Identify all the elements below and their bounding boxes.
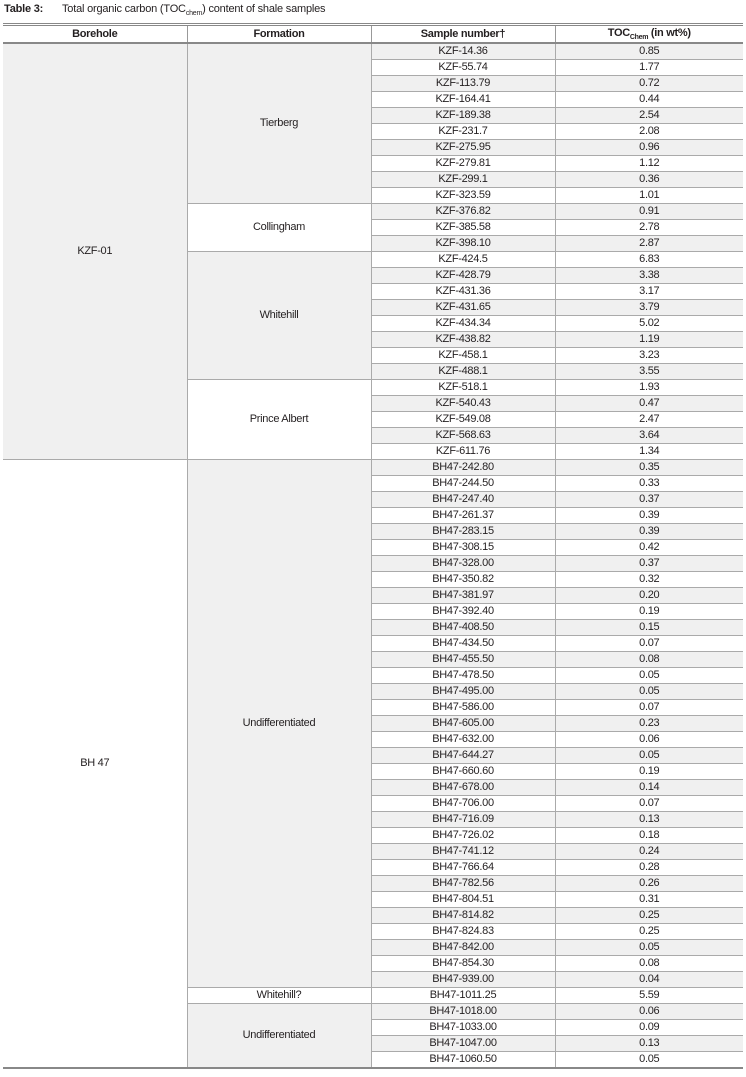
formation-cell: Undifferentiated bbox=[187, 460, 371, 988]
caption-text-sub: chem bbox=[185, 10, 203, 18]
sample-number-cell: BH47-381.97 bbox=[371, 588, 555, 604]
table-body bbox=[3, 43, 743, 1068]
toc-value-cell: 3.79 bbox=[555, 300, 743, 316]
caption-text bbox=[62, 3, 326, 18]
sample-number-cell: BH47-308.15 bbox=[371, 540, 555, 556]
sample-number-cell: BH47-644.27 bbox=[371, 748, 555, 764]
sample-number-cell: BH47-392.40 bbox=[371, 604, 555, 620]
sample-number-cell: BH47-1033.00 bbox=[371, 1020, 555, 1036]
table-row bbox=[3, 460, 743, 476]
sample-number-cell: KZF-275.95 bbox=[371, 140, 555, 156]
toc-value-cell: 2.87 bbox=[555, 236, 743, 252]
sample-number-cell: KZF-398.10 bbox=[371, 236, 555, 252]
sample-number-cell: BH47-716.09 bbox=[371, 812, 555, 828]
formation-cell: Whitehill bbox=[187, 252, 371, 380]
toc-value-cell: 0.06 bbox=[555, 732, 743, 748]
toc-value-cell: 0.24 bbox=[555, 844, 743, 860]
header-toc-pre: TOC bbox=[607, 26, 630, 39]
toc-value-cell: 2.47 bbox=[555, 412, 743, 428]
toc-value-cell: 0.39 bbox=[555, 524, 743, 540]
sample-number-cell: KZF-488.1 bbox=[371, 364, 555, 380]
table-caption bbox=[4, 3, 325, 17]
toc-value-cell: 6.83 bbox=[555, 252, 743, 268]
borehole-cell: BH 47 bbox=[3, 460, 187, 1069]
borehole-cell: KZF-01 bbox=[3, 43, 187, 460]
sample-number-cell: BH47-283.15 bbox=[371, 524, 555, 540]
caption-text-pre: Total organic carbon (TOC bbox=[62, 3, 186, 15]
toc-value-cell: 0.39 bbox=[555, 508, 743, 524]
toc-value-cell: 2.54 bbox=[555, 108, 743, 124]
toc-value-cell: 0.36 bbox=[555, 172, 743, 188]
toc-value-cell: 1.01 bbox=[555, 188, 743, 204]
formation-cell: Tierberg bbox=[187, 43, 371, 204]
toc-value-cell: 0.31 bbox=[555, 892, 743, 908]
sample-number-cell: BH47-244.50 bbox=[371, 476, 555, 492]
toc-value-cell: 0.26 bbox=[555, 876, 743, 892]
sample-number-cell: KZF-540.43 bbox=[371, 396, 555, 412]
toc-value-cell: 0.18 bbox=[555, 828, 743, 844]
toc-value-cell: 0.37 bbox=[555, 492, 743, 508]
toc-value-cell: 1.77 bbox=[555, 60, 743, 76]
toc-table bbox=[3, 23, 743, 1069]
sample-number-cell: BH47-1011.25 bbox=[371, 988, 555, 1004]
toc-value-cell: 0.08 bbox=[555, 652, 743, 668]
toc-value-cell: 0.15 bbox=[555, 620, 743, 636]
sample-number-cell: BH47-586.00 bbox=[371, 700, 555, 716]
toc-value-cell: 0.44 bbox=[555, 92, 743, 108]
table-row bbox=[3, 43, 743, 60]
toc-value-cell: 0.23 bbox=[555, 716, 743, 732]
header-toc-sub: Chem bbox=[629, 34, 649, 42]
toc-value-cell: 0.07 bbox=[555, 700, 743, 716]
sample-number-cell: BH47-328.00 bbox=[371, 556, 555, 572]
toc-value-cell: 3.55 bbox=[555, 364, 743, 380]
toc-value-cell: 5.59 bbox=[555, 988, 743, 1004]
sample-number-cell: BH47-632.00 bbox=[371, 732, 555, 748]
toc-value-cell: 1.12 bbox=[555, 156, 743, 172]
toc-value-cell: 0.96 bbox=[555, 140, 743, 156]
toc-value-cell: 0.19 bbox=[555, 764, 743, 780]
toc-value-cell: 5.02 bbox=[555, 316, 743, 332]
formation-cell: Collingham bbox=[187, 204, 371, 252]
toc-value-cell: 2.78 bbox=[555, 220, 743, 236]
sample-number-cell: BH47-605.00 bbox=[371, 716, 555, 732]
sample-number-cell: KZF-431.65 bbox=[371, 300, 555, 316]
toc-value-cell: 0.25 bbox=[555, 908, 743, 924]
toc-value-cell: 0.32 bbox=[555, 572, 743, 588]
sample-number-cell: BH47-939.00 bbox=[371, 972, 555, 988]
toc-value-cell: 0.08 bbox=[555, 956, 743, 972]
toc-value-cell: 3.17 bbox=[555, 284, 743, 300]
sample-number-cell: KZF-428.79 bbox=[371, 268, 555, 284]
toc-value-cell: 0.13 bbox=[555, 812, 743, 828]
sample-number-cell: BH47-804.51 bbox=[371, 892, 555, 908]
sample-number-cell: BH47-706.00 bbox=[371, 796, 555, 812]
toc-value-cell: 0.05 bbox=[555, 748, 743, 764]
toc-value-cell: 1.34 bbox=[555, 444, 743, 460]
toc-value-cell: 3.38 bbox=[555, 268, 743, 284]
sample-number-cell: KZF-458.1 bbox=[371, 348, 555, 364]
header-toc bbox=[555, 25, 743, 44]
sample-number-cell: BH47-766.64 bbox=[371, 860, 555, 876]
sample-number-cell: KZF-55.74 bbox=[371, 60, 555, 76]
toc-value-cell: 3.23 bbox=[555, 348, 743, 364]
sample-number-cell: BH47-824.83 bbox=[371, 924, 555, 940]
sample-number-cell: KZF-549.08 bbox=[371, 412, 555, 428]
toc-value-cell: 3.64 bbox=[555, 428, 743, 444]
sample-number-cell: BH47-495.00 bbox=[371, 684, 555, 700]
toc-value-cell: 0.05 bbox=[555, 668, 743, 684]
toc-value-cell: 0.09 bbox=[555, 1020, 743, 1036]
sample-number-cell: BH47-660.60 bbox=[371, 764, 555, 780]
toc-value-cell: 0.28 bbox=[555, 860, 743, 876]
sample-number-cell: KZF-376.82 bbox=[371, 204, 555, 220]
toc-value-cell: 0.13 bbox=[555, 1036, 743, 1052]
toc-value-cell: 0.20 bbox=[555, 588, 743, 604]
toc-value-cell: 0.05 bbox=[555, 1052, 743, 1069]
sample-number-cell: KZF-438.82 bbox=[371, 332, 555, 348]
sample-number-cell: KZF-611.76 bbox=[371, 444, 555, 460]
toc-value-cell: 2.08 bbox=[555, 124, 743, 140]
sample-number-cell: BH47-408.50 bbox=[371, 620, 555, 636]
header-sample-number: Sample number† bbox=[371, 25, 555, 44]
formation-cell: Prince Albert bbox=[187, 380, 371, 460]
toc-value-cell: 0.14 bbox=[555, 780, 743, 796]
sample-number-cell: KZF-385.58 bbox=[371, 220, 555, 236]
toc-value-cell: 0.42 bbox=[555, 540, 743, 556]
formation-cell: Undifferentiated bbox=[187, 1004, 371, 1069]
sample-number-cell: BH47-854.30 bbox=[371, 956, 555, 972]
sample-number-cell: KZF-164.41 bbox=[371, 92, 555, 108]
sample-number-cell: BH47-242.80 bbox=[371, 460, 555, 476]
sample-number-cell: BH47-478.50 bbox=[371, 668, 555, 684]
caption-text-post: ) content of shale samples bbox=[202, 3, 326, 15]
toc-value-cell: 1.19 bbox=[555, 332, 743, 348]
toc-value-cell: 0.07 bbox=[555, 796, 743, 812]
sample-number-cell: BH47-678.00 bbox=[371, 780, 555, 796]
sample-number-cell: KZF-434.34 bbox=[371, 316, 555, 332]
toc-value-cell: 0.04 bbox=[555, 972, 743, 988]
sample-number-cell: KZF-299.1 bbox=[371, 172, 555, 188]
toc-value-cell: 0.85 bbox=[555, 43, 743, 60]
toc-value-cell: 0.25 bbox=[555, 924, 743, 940]
toc-value-cell: 0.33 bbox=[555, 476, 743, 492]
sample-number-cell: BH47-726.02 bbox=[371, 828, 555, 844]
sample-number-cell: BH47-782.56 bbox=[371, 876, 555, 892]
sample-number-cell: KZF-424.5 bbox=[371, 252, 555, 268]
sample-number-cell: KZF-568.63 bbox=[371, 428, 555, 444]
sample-number-cell: BH47-1018.00 bbox=[371, 1004, 555, 1020]
sample-number-cell: BH47-247.40 bbox=[371, 492, 555, 508]
sample-number-cell: KZF-189.38 bbox=[371, 108, 555, 124]
sample-number-cell: BH47-1047.00 bbox=[371, 1036, 555, 1052]
header-toc-post: (in wt%) bbox=[648, 26, 691, 39]
toc-value-cell: 0.47 bbox=[555, 396, 743, 412]
toc-value-cell: 0.91 bbox=[555, 204, 743, 220]
sample-number-cell: KZF-431.36 bbox=[371, 284, 555, 300]
caption-label: Table 3: bbox=[4, 3, 44, 15]
sample-number-cell: BH47-741.12 bbox=[371, 844, 555, 860]
toc-value-cell: 0.07 bbox=[555, 636, 743, 652]
sample-number-cell: BH47-350.82 bbox=[371, 572, 555, 588]
sample-number-cell: KZF-518.1 bbox=[371, 380, 555, 396]
sample-number-cell: BH47-455.50 bbox=[371, 652, 555, 668]
sample-number-cell: BH47-261.37 bbox=[371, 508, 555, 524]
toc-value-cell: 0.19 bbox=[555, 604, 743, 620]
toc-value-cell: 0.05 bbox=[555, 940, 743, 956]
sample-number-cell: KZF-231.7 bbox=[371, 124, 555, 140]
formation-cell: Whitehill? bbox=[187, 988, 371, 1004]
sample-number-cell: BH47-434.50 bbox=[371, 636, 555, 652]
toc-value-cell: 1.93 bbox=[555, 380, 743, 396]
sample-number-cell: BH47-1060.50 bbox=[371, 1052, 555, 1069]
header-row bbox=[3, 25, 743, 44]
sample-number-cell: KZF-323.59 bbox=[371, 188, 555, 204]
toc-value-cell: 0.06 bbox=[555, 1004, 743, 1020]
sample-number-cell: KZF-14.36 bbox=[371, 43, 555, 60]
toc-value-cell: 0.35 bbox=[555, 460, 743, 476]
sample-number-cell: BH47-842.00 bbox=[371, 940, 555, 956]
header-formation: Formation bbox=[187, 25, 371, 44]
toc-value-cell: 0.05 bbox=[555, 684, 743, 700]
toc-value-cell: 0.37 bbox=[555, 556, 743, 572]
sample-number-cell: KZF-113.79 bbox=[371, 76, 555, 92]
toc-value-cell: 0.72 bbox=[555, 76, 743, 92]
header-borehole: Borehole bbox=[3, 25, 187, 44]
sample-number-cell: KZF-279.81 bbox=[371, 156, 555, 172]
sample-number-cell: BH47-814.82 bbox=[371, 908, 555, 924]
